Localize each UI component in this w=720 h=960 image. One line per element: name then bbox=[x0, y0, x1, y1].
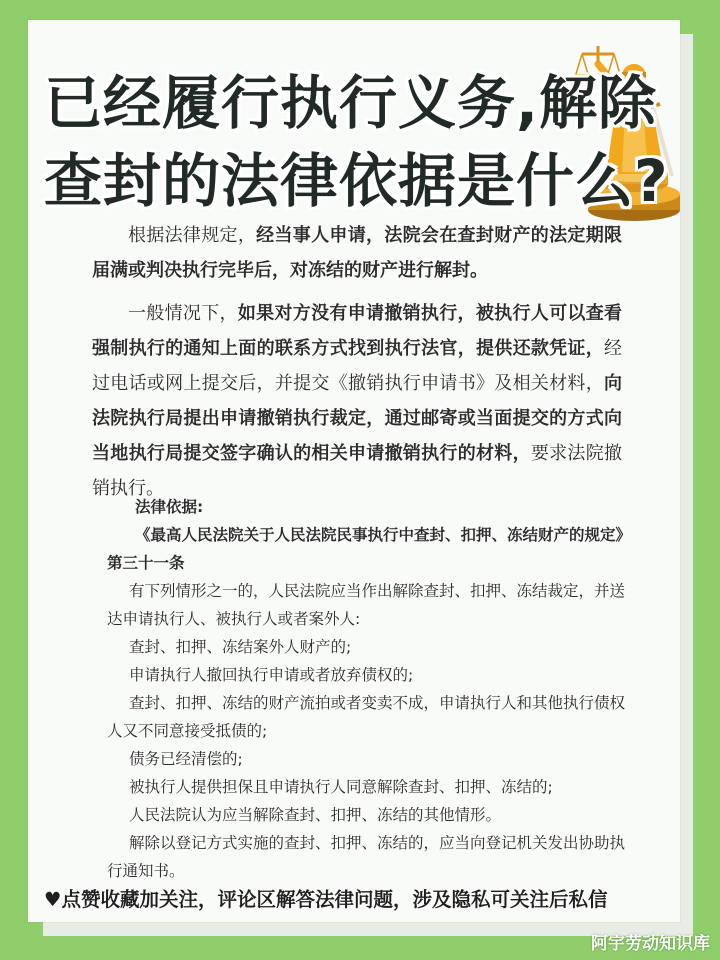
paragraph-2-middle: 经过电话或网上提交后，并提交《撤销执行申请书》及相关材料， bbox=[92, 338, 622, 394]
article-body bbox=[92, 218, 622, 514]
legal-item-4: 债务已经清偿的; bbox=[129, 750, 243, 768]
legal-closing: 解除以登记方式实施的查封、扣押、冻结的，应当向登记机关发出协助执行通知书。 bbox=[107, 834, 626, 880]
legal-item-2: 申请执行人撤回执行申请或者放弃债权的; bbox=[129, 666, 414, 684]
legal-item-6: 人民法院认为应当解除查封、扣押、冻结的其他情形。 bbox=[129, 806, 502, 824]
title-line-1: 已经履行执行义务,解除 bbox=[44, 69, 658, 137]
legal-item-3: 查封、扣押、冻结的财产流拍或者变卖不成，申请执行人和其他执行债权人又不同意接受抵债的; bbox=[107, 694, 626, 740]
paragraph-1 bbox=[92, 218, 622, 288]
legal-intro: 有下列情形之一的，人民法院应当作出解除查封、扣押、冻结裁定，并送达申请执行人、被执行人或者案外人: bbox=[107, 582, 626, 628]
heart-icon: ♥ bbox=[44, 888, 62, 911]
paragraph-2-end: 要求法院撤销执行。 bbox=[92, 443, 623, 499]
page-title bbox=[44, 64, 684, 220]
footer-text: 点赞收藏加关注，评论区解答法律问题，涉及隐私可关注后私信 bbox=[61, 888, 608, 911]
legal-source-title: 《最高人民法院关于人民法院民事执行中查封、扣押、冻结财产的规定》第三十一条 bbox=[107, 526, 624, 572]
paragraph-2-intro: 一般情况下， bbox=[128, 303, 238, 324]
paragraph-2 bbox=[92, 296, 622, 506]
legal-item-1: 查封、扣押、冻结案外人财产的; bbox=[129, 638, 352, 656]
legal-basis-heading: 法律依据: bbox=[135, 498, 204, 516]
title-line-2: 查封的法律依据是什么? bbox=[44, 147, 669, 215]
footer-call-to-action bbox=[44, 884, 694, 912]
legal-basis-section bbox=[107, 493, 627, 885]
watermark: 阿宇劳动知识库 bbox=[591, 934, 710, 954]
paragraph-1-bold: 经当事人申请，法院会在查封财产的法定期限届满或判决执行完毕后，对冻结的财产进行解封。 bbox=[92, 225, 623, 281]
legal-item-5: 被执行人提供担保且申请执行人同意解除查封、扣押、冻结的; bbox=[129, 778, 553, 796]
paragraph-2-bold-1: 如果对方没有申请撤销执行，被执行人可以查看强制执行的通知上面的联系方式找到执行法官，提供还款凭证， bbox=[92, 303, 623, 359]
paragraph-1-intro: 根据法律规定， bbox=[128, 225, 257, 246]
paragraph-2-bold-2: 向法院执行局提出申请撤销执行裁定，通过邮寄或当面提交的方式向当地执行局提交签字确认的相关申请撤销执行的材料， bbox=[92, 373, 622, 464]
